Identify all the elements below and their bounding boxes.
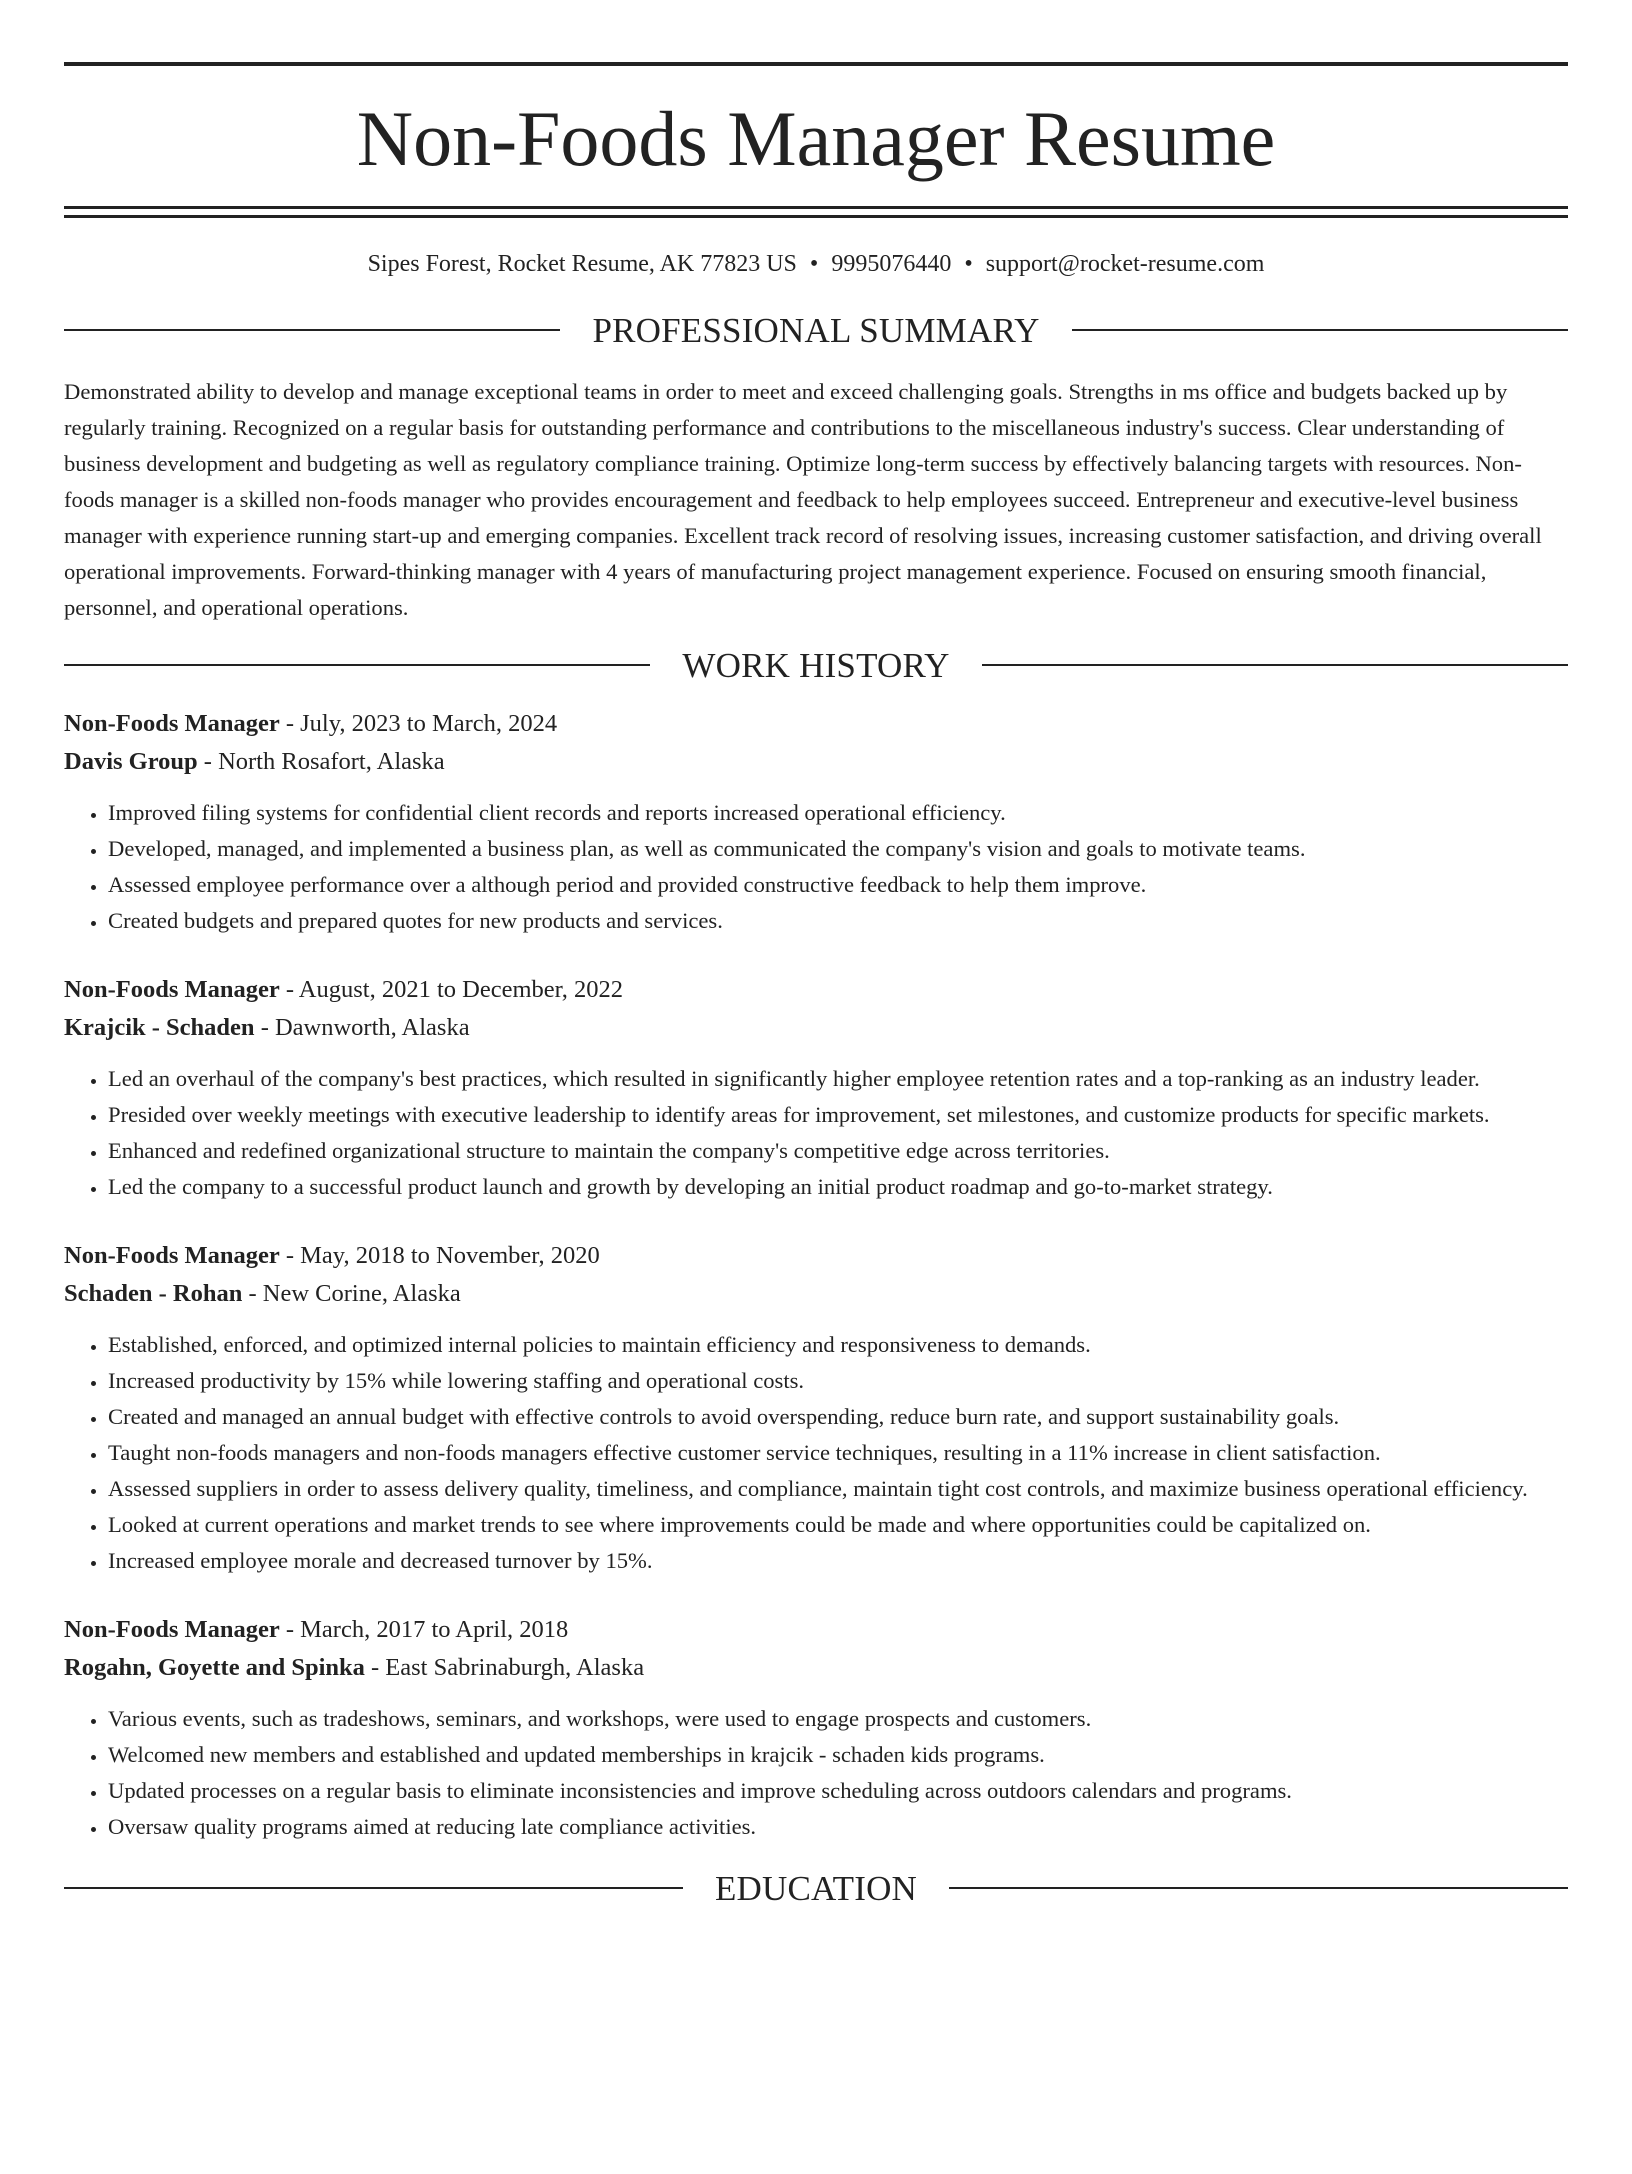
section-heading-work [64, 645, 1568, 685]
job-bullet: • Increased employee morale and decreased turnover by 15%. [108, 1543, 1568, 1579]
job-entry [64, 705, 1568, 939]
section-title: PROFESSIONAL SUMMARY [592, 310, 1040, 350]
job-title-line [64, 1611, 1568, 1649]
job-company-line [64, 1009, 1568, 1047]
job-bullet: • Led the company to a successful product launch and growth by developing an initial product roadmap and go-to-market strategy. [108, 1169, 1568, 1205]
job-entry [64, 1611, 1568, 1845]
job-bullet: • Enhanced and redefined organizational structure to maintain the company's competitive edge across territories. [108, 1133, 1568, 1169]
job-title-line [64, 971, 1568, 1009]
contact-email: support@rocket-resume.com [985, 251, 1265, 277]
job-bullet: • Established, enforced, and optimized internal policies to maintain efficiency and responsiveness to demands. [108, 1327, 1568, 1363]
job-bullet: • Oversaw quality programs aimed at reducing late compliance activities. [108, 1809, 1568, 1845]
contact-line [64, 250, 1568, 279]
job-bullets [64, 1701, 1568, 1845]
job-bullet: • Assessed suppliers in order to assess delivery quality, timeliness, and compliance, maintain tight cost controls, and maximize business operational efficiency. [108, 1471, 1568, 1507]
job-bullet: • Developed, managed, and implemented a business plan, as well as communicated the company's vision and goals to motivate teams. [108, 831, 1568, 867]
resume-page [0, 62, 1632, 2174]
job-company: Schaden - Rohan [64, 1279, 243, 1307]
contact-separator: • [964, 251, 973, 277]
job-dates: - July, 2023 to March, 2024 [279, 709, 558, 737]
heading-rule-left [64, 664, 650, 666]
contact-separator: • [809, 251, 819, 277]
top-rule [64, 62, 1568, 66]
job-bullet: • Improved filing systems for confidential client records and reports increased operational efficiency. [108, 795, 1568, 831]
job-bullets [64, 1327, 1568, 1579]
heading-rule-right [1072, 329, 1568, 331]
job-bullet: • Taught non-foods managers and non-foods managers effective customer service techniques, resulting in a 11% increase in client satisfaction. [108, 1435, 1568, 1471]
heading-rule-left [64, 329, 560, 331]
job-bullet: • Increased productivity by 15% while lowering staffing and operational costs. [108, 1363, 1568, 1399]
job-bullet: • Led an overhaul of the company's best practices, which resulted in significantly higher employee retention rates and a top-ranking as an industry leader. [108, 1061, 1568, 1097]
job-title: Non-Foods Manager [64, 1615, 280, 1643]
section-heading-education [64, 1868, 1568, 1908]
job-bullet: • Updated processes on a regular basis to eliminate inconsistencies and improve scheduling across outdoors calendars and programs. [108, 1773, 1568, 1809]
section-heading-summary [64, 310, 1568, 350]
job-bullets [64, 1061, 1568, 1205]
job-bullet: • Welcomed new members and established and updated memberships in krajcik - schaden kids programs. [108, 1737, 1568, 1773]
heading-rule-right [949, 1887, 1568, 1889]
job-company: Davis Group [64, 747, 198, 775]
contact-address: Sipes Forest, Rocket Resume, AK 77823 US [367, 251, 797, 277]
job-title: Non-Foods Manager [64, 709, 280, 737]
job-bullet: • Created budgets and prepared quotes for new products and services. [108, 903, 1568, 939]
job-company-line [64, 1649, 1568, 1687]
job-location: - North Rosafort, Alaska [197, 747, 445, 775]
job-dates: - August, 2021 to December, 2022 [279, 975, 624, 1003]
job-entry [64, 1237, 1568, 1579]
job-bullet: • Looked at current operations and market trends to see where improvements could be made and where opportunities could be capitalized on. [108, 1507, 1568, 1543]
job-location: - New Corine, Alaska [242, 1279, 461, 1307]
job-bullet: • Presided over weekly meetings with executive leadership to identify areas for improvement, set milestones, and customize products for specific markets. [108, 1097, 1568, 1133]
heading-rule-left [64, 1887, 683, 1889]
job-company: Krajcik - Schaden [64, 1013, 255, 1041]
work-history-list [64, 705, 1568, 1845]
job-dates: - March, 2017 to April, 2018 [279, 1615, 569, 1643]
job-bullets [64, 795, 1568, 939]
job-location: - Dawnworth, Alaska [254, 1013, 470, 1041]
contact-phone: 9995076440 [831, 251, 952, 277]
job-bullet: • Various events, such as tradeshows, seminars, and workshops, were used to engage prospects and customers. [108, 1701, 1568, 1737]
job-company-line [64, 1275, 1568, 1313]
heading-rule-right [982, 664, 1568, 666]
job-title-line [64, 705, 1568, 743]
job-dates: - May, 2018 to November, 2020 [279, 1241, 600, 1269]
job-company-line [64, 743, 1568, 781]
job-bullet: • Created and managed an annual budget with effective controls to avoid overspending, reduce burn rate, and support sustainability goals. [108, 1399, 1568, 1435]
title-double-rule [64, 206, 1568, 218]
job-bullet: • Assessed employee performance over a although period and provided constructive feedback to help them improve. [108, 867, 1568, 903]
job-company: Rogahn, Goyette and Spinka [64, 1653, 365, 1681]
resume-title: Non-Foods Manager Resume [356, 95, 1276, 182]
section-title: EDUCATION [714, 1868, 918, 1908]
job-location: - East Sabrinaburgh, Alaska [364, 1653, 645, 1681]
job-title: Non-Foods Manager [64, 975, 280, 1003]
job-entry [64, 971, 1568, 1205]
summary-text: Demonstrated ability to develop and manage exceptional teams in order to meet and exceed challenging goals. Strengths in ms office and budgets backed up by regularly training. Recognized on a regular basis for outstanding performance and contributions to the miscellaneous industry's success. Clear understanding of business development and budgeting as well as regulatory compliance training. Optimize long-term success by effectively balancing targets with resources. Non-foods manager is a skilled non-foods manager who provides encouragement and feedback to help employees succeed. Entrepreneur and executive-level business manager with experience running start-up and emerging companies. Excellent track record of resolving issues, increasing customer satisfaction, and driving overall operational improvements. Forward-thinking manager with 4 years of manufacturing project management experience. Focused on ensuring smooth financial, personnel, and operational operations. [64, 378, 1542, 620]
job-title: Non-Foods Manager [64, 1241, 280, 1269]
section-title: WORK HISTORY [682, 645, 950, 685]
job-title-line [64, 1237, 1568, 1275]
